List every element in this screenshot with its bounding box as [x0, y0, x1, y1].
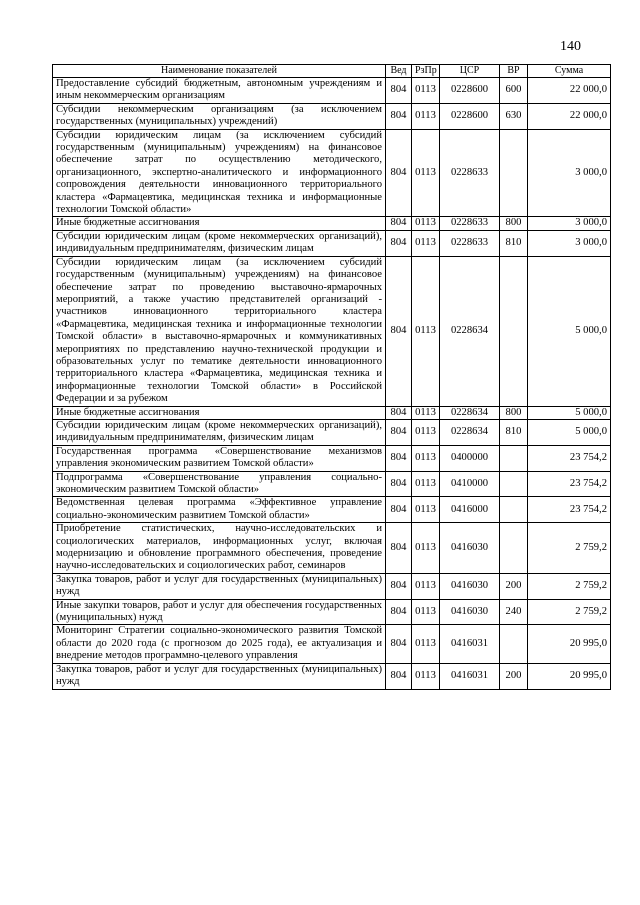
row-csr: 0228600	[440, 78, 500, 104]
row-rzpr: 0113	[412, 573, 440, 599]
row-name: Приобретение статистических, научно-исследовательских и социологических материалов, информационных услуг, включая модернизацию и обновление программного обеспечения, проведение научно-исследовательских и социологических работ, семинаров	[53, 523, 386, 574]
row-vr	[500, 625, 528, 663]
row-rzpr: 0113	[412, 217, 440, 230]
row-vr	[500, 129, 528, 217]
row-rzpr: 0113	[412, 129, 440, 217]
row-sum: 3 000,0	[528, 230, 611, 256]
header-rzpr: РзПр	[412, 65, 440, 78]
row-sum: 22 000,0	[528, 78, 611, 104]
table-row	[53, 573, 611, 599]
row-rzpr: 0113	[412, 445, 440, 471]
row-csr: 0228633	[440, 129, 500, 217]
row-name: Предоставление субсидий бюджетным, автономным учреждениям и иным некоммерческим организациям	[53, 78, 386, 104]
row-ved: 804	[386, 406, 412, 419]
row-ved: 804	[386, 523, 412, 574]
budget-table	[52, 64, 611, 690]
row-vr: 200	[500, 663, 528, 689]
row-sum: 5 000,0	[528, 256, 611, 406]
row-rzpr: 0113	[412, 599, 440, 625]
table-row	[53, 663, 611, 689]
row-sum: 3 000,0	[528, 217, 611, 230]
row-csr: 0228600	[440, 103, 500, 129]
row-csr: 0228634	[440, 406, 500, 419]
row-ved: 804	[386, 471, 412, 497]
table-row	[53, 497, 611, 523]
row-vr: 630	[500, 103, 528, 129]
row-csr: 0400000	[440, 445, 500, 471]
row-sum: 23 754,2	[528, 497, 611, 523]
row-rzpr: 0113	[412, 419, 440, 445]
row-name: Закупка товаров, работ и услуг для государственных (муниципальных) нужд	[53, 663, 386, 689]
table-row	[53, 217, 611, 230]
header-vr: ВР	[500, 65, 528, 78]
row-sum: 2 759,2	[528, 599, 611, 625]
row-name: Иные закупки товаров, работ и услуг для обеспечения государственных (муниципальных) нужд	[53, 599, 386, 625]
row-sum: 23 754,2	[528, 445, 611, 471]
header-csr: ЦСР	[440, 65, 500, 78]
row-ved: 804	[386, 599, 412, 625]
row-csr: 0416000	[440, 497, 500, 523]
row-sum: 20 995,0	[528, 625, 611, 663]
table-row	[53, 103, 611, 129]
row-ved: 804	[386, 256, 412, 406]
row-sum: 2 759,2	[528, 523, 611, 574]
row-sum: 3 000,0	[528, 129, 611, 217]
row-rzpr: 0113	[412, 663, 440, 689]
row-ved: 804	[386, 103, 412, 129]
table-row	[53, 230, 611, 256]
row-sum: 2 759,2	[528, 573, 611, 599]
table-row	[53, 256, 611, 406]
row-ved: 804	[386, 573, 412, 599]
row-ved: 804	[386, 497, 412, 523]
header-ved: Вед	[386, 65, 412, 78]
row-name: Субсидии некоммерческим организациям (за исключением государственных (муниципальных) учреждений)	[53, 103, 386, 129]
row-rzpr: 0113	[412, 256, 440, 406]
header-sum: Сумма	[528, 65, 611, 78]
row-rzpr: 0113	[412, 78, 440, 104]
row-csr: 0228634	[440, 256, 500, 406]
row-name: Мониторинг Стратегии социально-экономического развития Томской области до 2020 года (с прогнозом до 2025 года), ее актуализация и внедрение методов программно-целевого управления	[53, 625, 386, 663]
table-row	[53, 599, 611, 625]
row-name: Закупка товаров, работ и услуг для государственных (муниципальных) нужд	[53, 573, 386, 599]
table-row	[53, 445, 611, 471]
row-csr: 0410000	[440, 471, 500, 497]
row-ved: 804	[386, 663, 412, 689]
table-row	[53, 471, 611, 497]
row-csr: 0228634	[440, 419, 500, 445]
table-row	[53, 406, 611, 419]
row-name: Подпрограмма «Совершенствование управления социально-экономическим развитием Томской области»	[53, 471, 386, 497]
row-name: Иные бюджетные ассигнования	[53, 406, 386, 419]
header-name: Наименование показателей	[53, 65, 386, 78]
row-ved: 804	[386, 129, 412, 217]
row-sum: 5 000,0	[528, 419, 611, 445]
row-name: Субсидии юридическим лицам (за исключением субсидий государственным (муниципальным) учреждениям) на финансовое обеспечение затрат по осуществлению методического, организационного, экспертно-аналитического и информационного сопровождения деятельности инновационного территориального кластера «Фармацевтика, медицинская техника и информационные технологии Томской области»	[53, 129, 386, 217]
row-name: Субсидии юридическим лицам (кроме некоммерческих организаций), индивидуальным предпринимателям, физическим лицам	[53, 419, 386, 445]
row-csr: 0416031	[440, 625, 500, 663]
row-name: Иные бюджетные ассигнования	[53, 217, 386, 230]
row-csr: 0416031	[440, 663, 500, 689]
row-ved: 804	[386, 419, 412, 445]
row-rzpr: 0113	[412, 406, 440, 419]
row-sum: 22 000,0	[528, 103, 611, 129]
row-csr: 0416030	[440, 523, 500, 574]
row-vr	[500, 497, 528, 523]
row-csr: 0416030	[440, 599, 500, 625]
row-rzpr: 0113	[412, 103, 440, 129]
row-vr	[500, 523, 528, 574]
row-vr: 600	[500, 78, 528, 104]
page-number: 140	[560, 39, 581, 54]
row-sum: 23 754,2	[528, 471, 611, 497]
row-vr: 810	[500, 230, 528, 256]
row-ved: 804	[386, 217, 412, 230]
row-name: Ведомственная целевая программа «Эффективное управление социально-экономическим развитием Томской области»	[53, 497, 386, 523]
row-vr: 240	[500, 599, 528, 625]
row-ved: 804	[386, 625, 412, 663]
table-row	[53, 129, 611, 217]
row-vr: 810	[500, 419, 528, 445]
table-header-row	[53, 65, 611, 78]
row-name: Государственная программа «Совершенствование механизмов управления экономическим развитием Томской области»	[53, 445, 386, 471]
row-vr: 800	[500, 406, 528, 419]
table-row	[53, 523, 611, 574]
row-vr	[500, 445, 528, 471]
row-csr: 0228633	[440, 217, 500, 230]
row-sum: 5 000,0	[528, 406, 611, 419]
row-rzpr: 0113	[412, 625, 440, 663]
row-csr: 0228633	[440, 230, 500, 256]
row-ved: 804	[386, 78, 412, 104]
row-name: Субсидии юридическим лицам (кроме некоммерческих организаций), индивидуальным предпринимателям, физическим лицам	[53, 230, 386, 256]
row-ved: 804	[386, 445, 412, 471]
row-rzpr: 0113	[412, 523, 440, 574]
row-vr: 800	[500, 217, 528, 230]
row-name: Субсидии юридическим лицам (за исключением субсидий государственным (муниципальным) учреждениям) на финансовое обеспечение затрат по проведению выставочно-ярмарочных мероприятий, а также участию представителей организаций - участников инновационного территориального кластера «Фармацевтика, медицинская техника и информационные технологии Томской области» в выставочно-ярмарочных и коммуникативных мероприятиях по представлению научно-технической продукции и образовательных услуг по тематике деятельности инновационного территориального кластера «Фармацевтика, медицинская техника и информационные технологии Томской области» в Российской Федерации и за рубежом	[53, 256, 386, 406]
row-rzpr: 0113	[412, 497, 440, 523]
row-rzpr: 0113	[412, 230, 440, 256]
row-vr	[500, 256, 528, 406]
table-row	[53, 625, 611, 663]
row-vr: 200	[500, 573, 528, 599]
row-sum: 20 995,0	[528, 663, 611, 689]
row-csr: 0416030	[440, 573, 500, 599]
table-row	[53, 78, 611, 104]
row-ved: 804	[386, 230, 412, 256]
row-rzpr: 0113	[412, 471, 440, 497]
row-vr	[500, 471, 528, 497]
table-row	[53, 419, 611, 445]
